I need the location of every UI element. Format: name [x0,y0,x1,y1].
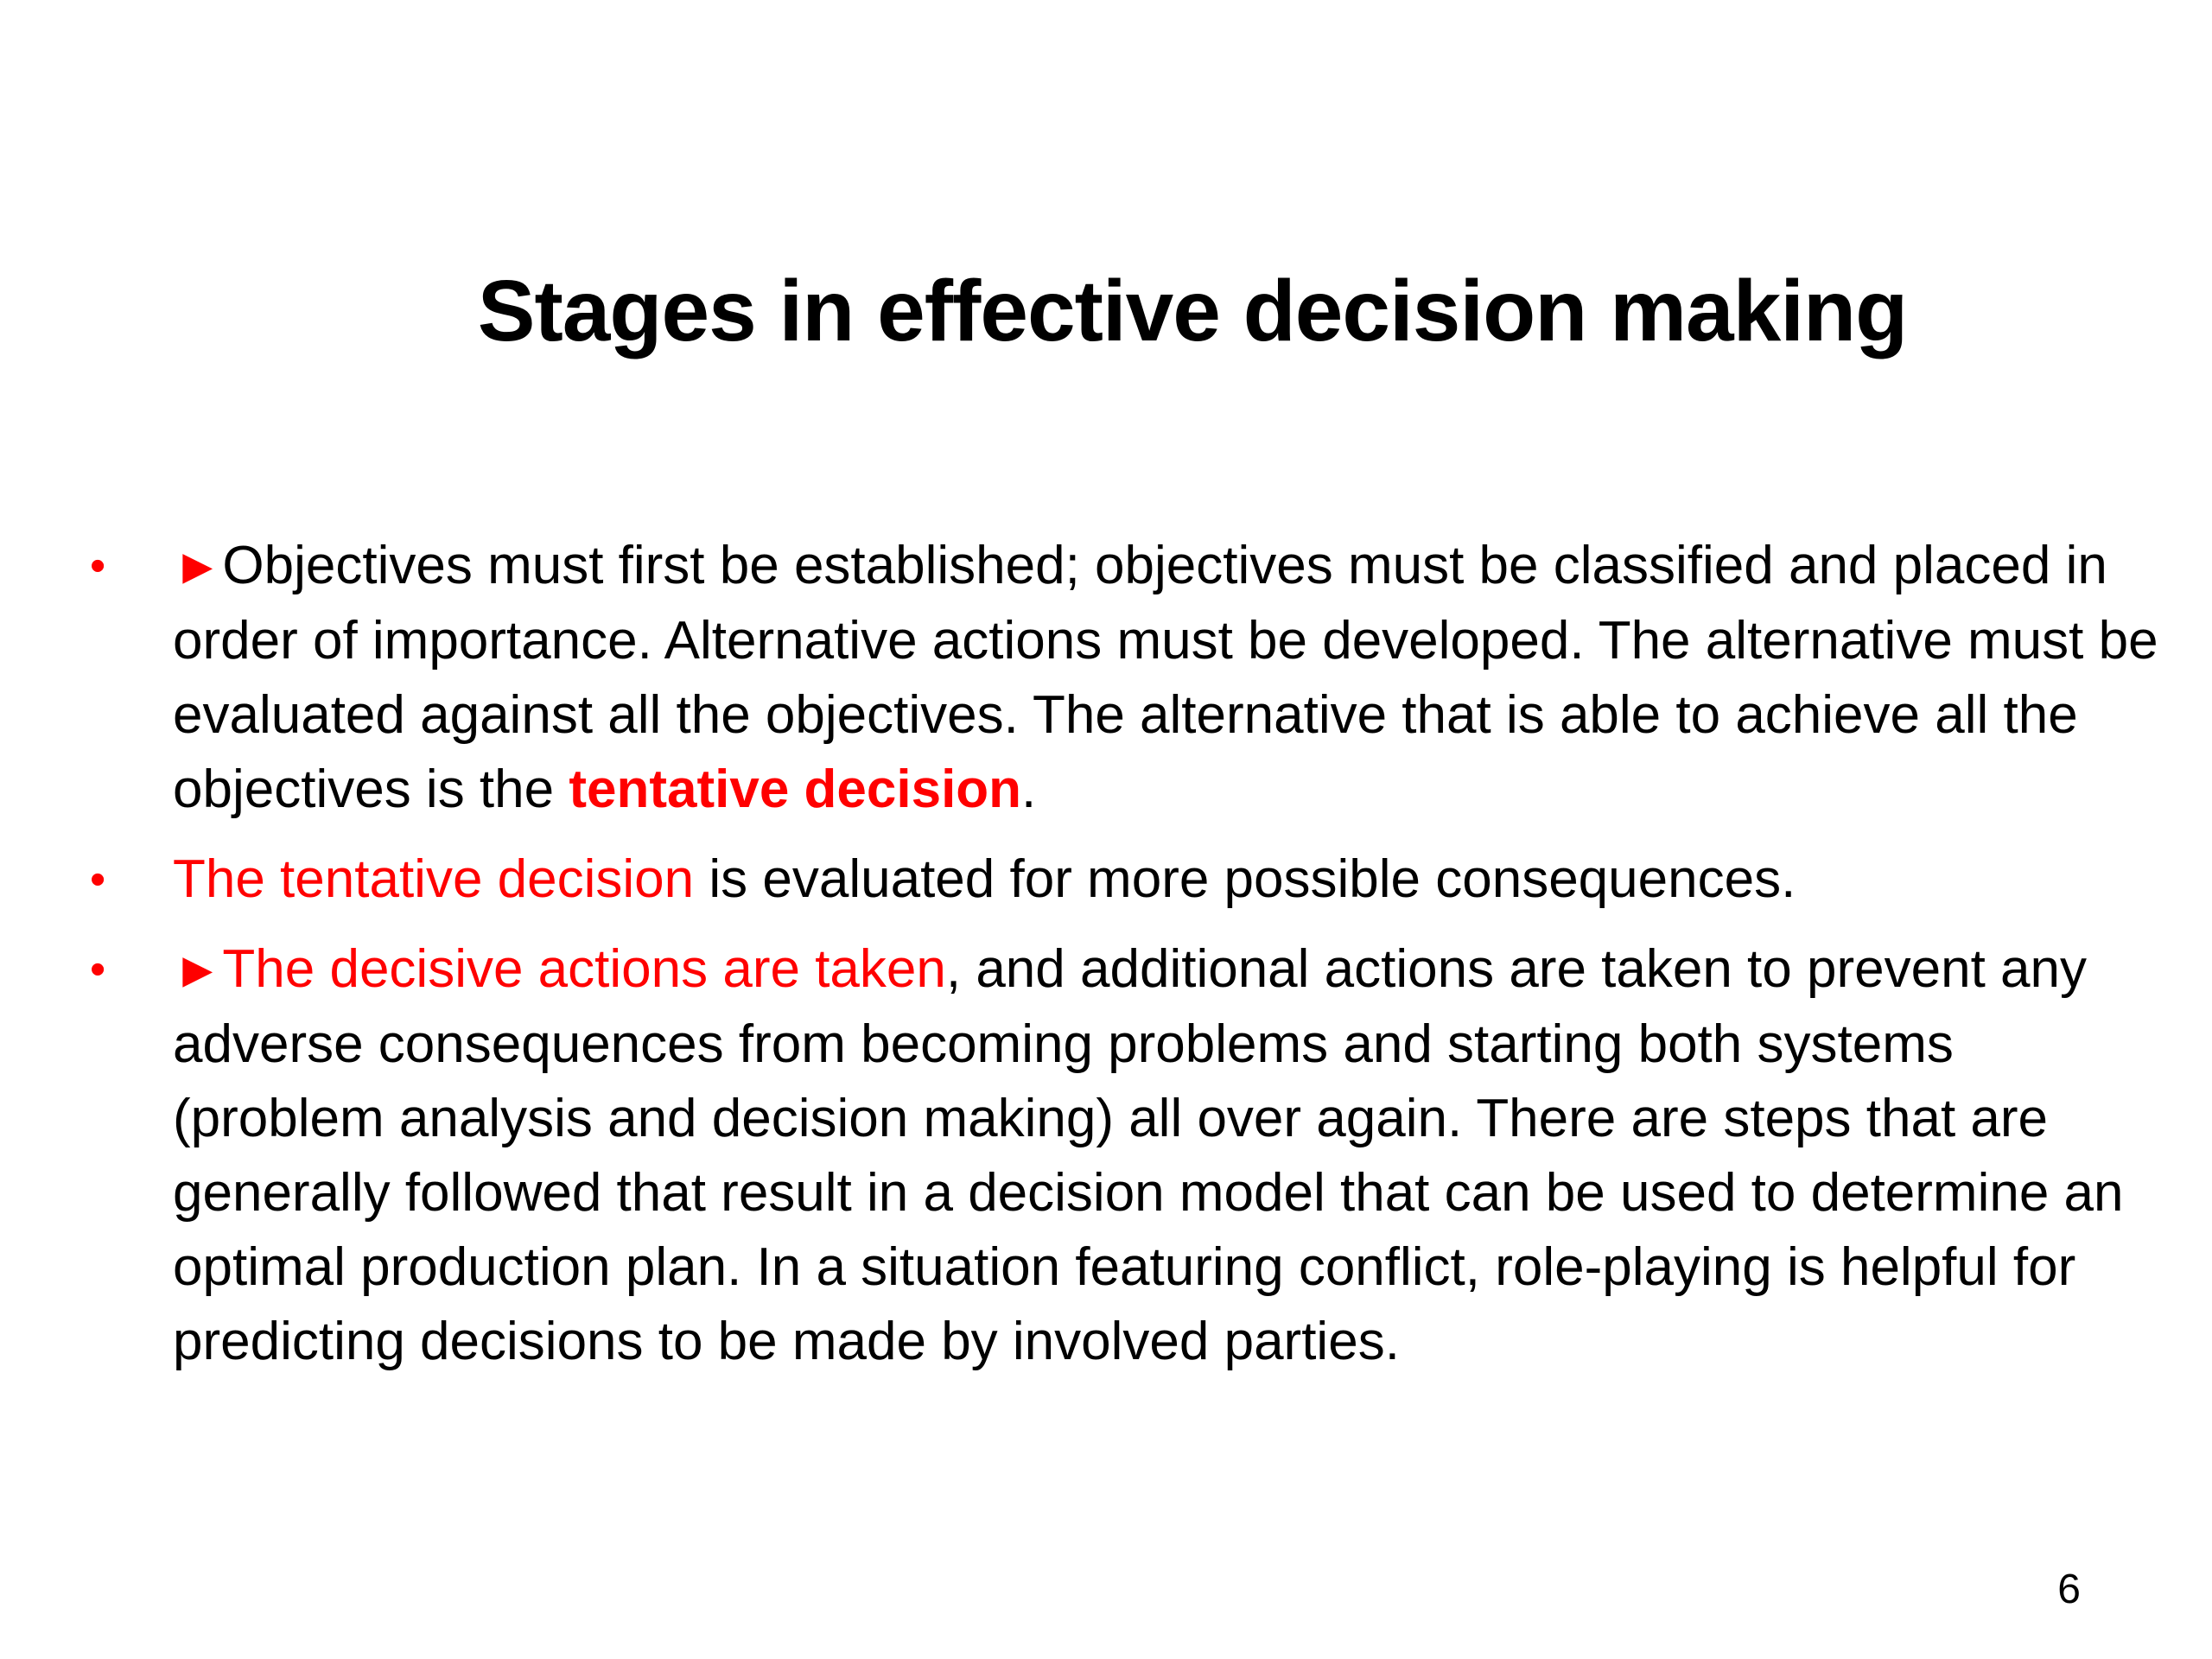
arrow-icon: ► [173,538,223,594]
highlight-text: The tentative decision [173,849,695,909]
slide-title: Stages in effective decision making [477,263,1908,359]
bullet-item-objectives [90,529,2160,827]
bullet-text: , and additional actions are taken to prevent any adverse consequences from becoming problems and starting both systems (problem analysis and decision making) all over again. There are steps that are generally followed that result in a decision model that can be used to determine an optimal production plan. In a situation featuring conflict, role-playing is helpful for predicting decisions to be made by involved parties. [173,939,2124,1371]
bullet-dot-icon: • [90,855,106,905]
bullet-item-decisive-actions [90,932,2160,1379]
page-number: 6 [2057,1567,2081,1612]
highlight-text: tentative decision [569,760,1022,819]
bullet-item-tentative-decision [90,842,2160,917]
bullet-text: Objectives must first be established; objectives must be classified and placed in order of importance. Alternative actions must be developed. The alternative must be evaluated against all the objectives. The alternative that is able to achieve all the objectives is the [173,536,2158,819]
bullet-dot-icon: • [90,944,106,995]
arrow-icon: ► [173,942,223,998]
highlight-text: The decisive actions are taken [222,939,946,999]
bullet-list [90,529,2160,1395]
bullet-text-end: . [1021,760,1037,819]
bullet-dot-icon: • [90,541,106,591]
bullet-text: is evaluated for more possible consequences. [694,849,1796,909]
